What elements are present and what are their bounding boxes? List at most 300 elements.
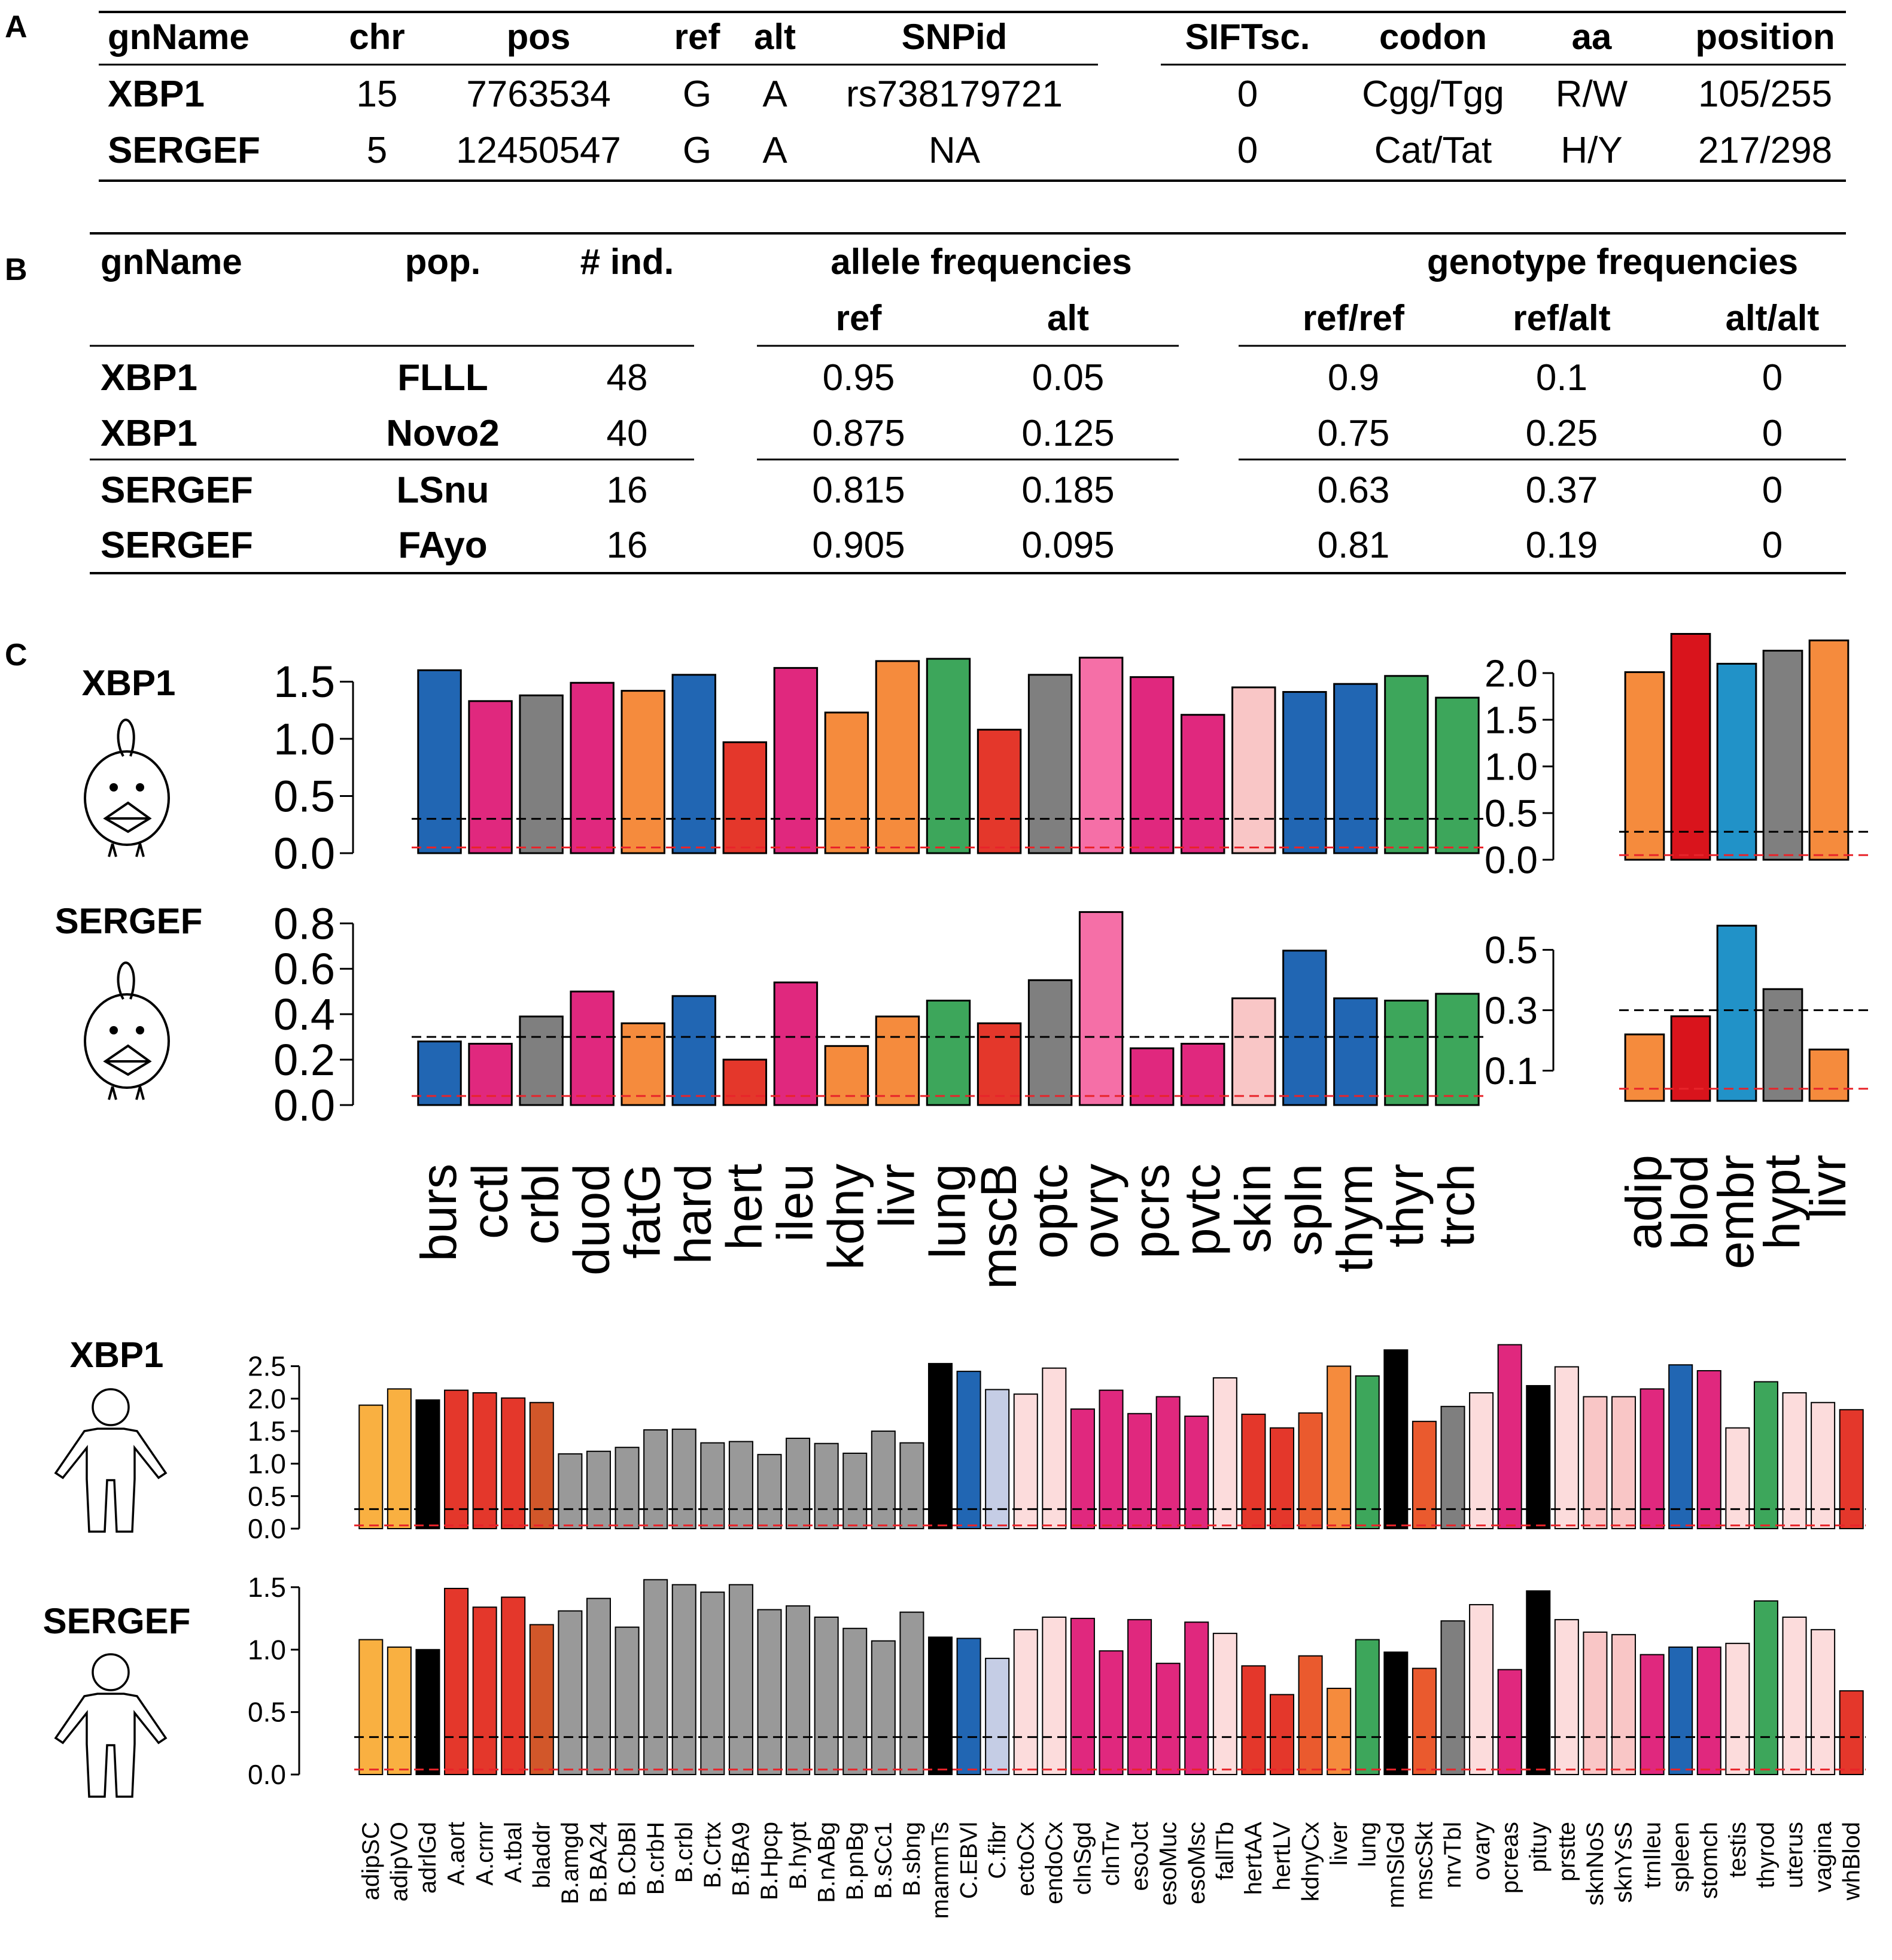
table-a-header: pos xyxy=(506,17,571,57)
category-label-clnSgd: clnSgd xyxy=(1069,1822,1096,1895)
table-b-cell: XBP1 xyxy=(101,413,197,454)
table-a-cell: Cgg/Tgg xyxy=(1362,74,1504,115)
bar-skin xyxy=(1233,999,1275,1105)
bar-B.Crtx xyxy=(701,1592,724,1775)
bar-crbl xyxy=(520,695,562,853)
table-b-cell: 0.25 xyxy=(1525,413,1598,454)
bar-nrvTbl xyxy=(1441,1621,1465,1775)
category-label-bladdr: bladdr xyxy=(528,1822,555,1889)
y-tick-label: 1.5 xyxy=(248,1571,286,1603)
bar-liver xyxy=(1327,1366,1350,1529)
bar-hert xyxy=(723,1060,766,1105)
category-label-endoCx: endoCx xyxy=(1041,1822,1068,1904)
bar-liver xyxy=(1327,1688,1350,1775)
bar-stomch xyxy=(1698,1647,1721,1775)
bar-adip xyxy=(1625,1034,1664,1101)
category-label-B.Crtx: B.Crtx xyxy=(699,1822,726,1889)
bar-testis xyxy=(1726,1644,1749,1775)
y-tick-label: 0.2 xyxy=(273,1034,335,1085)
bar-B.amgd xyxy=(558,1611,582,1775)
bar-B.sCc1 xyxy=(872,1431,895,1529)
category-label-B.pnBg: B.pnBg xyxy=(841,1822,868,1901)
table-a-cell: SERGEF xyxy=(108,130,260,171)
bar-lung xyxy=(927,1000,969,1105)
y-tick-label: 2.0 xyxy=(248,1383,286,1414)
y-tick-label: 0.5 xyxy=(1485,792,1538,835)
bar-mammTs xyxy=(929,1364,952,1529)
human-xbp1-gene-label: XBP1 xyxy=(69,1335,164,1375)
bar-C.EBVl xyxy=(957,1371,981,1529)
bar-endoCx xyxy=(1042,1617,1066,1775)
bar-hertAA xyxy=(1242,1666,1265,1775)
table-b-cell: 0 xyxy=(1762,470,1783,511)
bar-B.Hpcp xyxy=(758,1609,781,1775)
table-b-cell: 0.95 xyxy=(822,357,895,398)
category-label-spln: spln xyxy=(1276,1164,1333,1256)
chart-chicken-xbp1 xyxy=(273,657,1489,878)
bar-B.pnBg xyxy=(843,1453,866,1529)
bar-prstte xyxy=(1555,1367,1578,1529)
bar-burs xyxy=(418,670,461,853)
category-label-mnSlGd: mnSlGd xyxy=(1383,1822,1410,1909)
bar-B.sbng xyxy=(900,1443,923,1529)
human-body xyxy=(56,1429,166,1532)
bar-B.sCc1 xyxy=(872,1641,895,1775)
table-b-cell: 0.1 xyxy=(1535,357,1588,398)
bar-livr xyxy=(876,1016,918,1105)
category-label-skin: skin xyxy=(1225,1164,1282,1253)
bar-B.sbng xyxy=(900,1612,923,1775)
bar-C.fibr xyxy=(985,1390,1009,1529)
table-b-group-genotype: genotype frequencies xyxy=(1426,242,1799,282)
category-label-adipVO: adipVO xyxy=(386,1822,413,1902)
category-label-pcrs: pcrs xyxy=(1123,1164,1179,1259)
category-label-clnTrv: clnTrv xyxy=(1098,1822,1125,1886)
bar-clnTrv xyxy=(1099,1651,1123,1775)
bar-fallTb xyxy=(1213,1633,1237,1775)
bar-mscB xyxy=(978,1023,1020,1105)
y-tick-label: 0.5 xyxy=(248,1696,286,1728)
human-head xyxy=(93,1389,129,1425)
bar-B.pnBg xyxy=(843,1629,866,1775)
y-tick-label: 0.3 xyxy=(1485,988,1538,1032)
table-b-cell: LSnu xyxy=(396,470,489,511)
bar-B.CbBl xyxy=(616,1627,639,1775)
category-label-trch: trch xyxy=(1428,1164,1485,1248)
table-b-cell: 0.905 xyxy=(812,525,905,566)
bar-esoJct xyxy=(1128,1620,1151,1775)
table-a-cell: 15 xyxy=(356,74,398,115)
category-label-adipSC: adipSC xyxy=(357,1822,384,1901)
y-tick-label: 0.0 xyxy=(273,1080,335,1130)
table-b-cell: 0.19 xyxy=(1525,525,1598,566)
bar-C.EBVl xyxy=(957,1638,981,1775)
category-label-thym: thym xyxy=(1327,1164,1383,1273)
panel-label-a: A xyxy=(5,10,28,44)
chicken-xbp1-gene-label: XBP1 xyxy=(81,663,176,703)
bar-fatG xyxy=(622,1023,664,1105)
table-a-cell: XBP1 xyxy=(108,74,205,115)
bar-B.Crtx xyxy=(701,1443,724,1529)
chicken-icon xyxy=(85,963,169,1100)
y-tick-label: 0.0 xyxy=(248,1759,286,1791)
category-label-nrvTbl: nrvTbl xyxy=(1440,1822,1467,1889)
human-body xyxy=(56,1694,166,1797)
category-label-duod: duod xyxy=(563,1164,620,1276)
bar-lung xyxy=(927,659,969,853)
bar-ectoCx xyxy=(1014,1630,1038,1775)
category-label-B.CbBl: B.CbBl xyxy=(614,1822,641,1897)
bar-endoCx xyxy=(1042,1368,1066,1529)
bar-hypt xyxy=(1763,989,1802,1101)
bar-sknNoS xyxy=(1583,1632,1607,1775)
bar-crbl xyxy=(520,1016,562,1105)
bar-pcrs xyxy=(1130,677,1173,853)
bar-A.aort xyxy=(445,1390,468,1529)
bar-adipSC xyxy=(359,1405,382,1529)
category-label-B.crbl: B.crbl xyxy=(671,1822,698,1883)
chicken-sergef-gene-label: SERGEF xyxy=(54,901,203,941)
bar-ileu xyxy=(774,668,817,853)
category-label-thyr: thyr xyxy=(1377,1164,1434,1248)
bar-hypt xyxy=(1763,651,1802,860)
category-label-spleen: spleen xyxy=(1667,1822,1694,1892)
bar-thyrod xyxy=(1754,1382,1778,1529)
bar-mammTs xyxy=(929,1637,952,1775)
category-label-C.fibr: C.fibr xyxy=(984,1822,1011,1879)
bar-mnSlGd xyxy=(1384,1652,1407,1775)
table-a-cell: A xyxy=(762,130,787,171)
table-b-cell: 16 xyxy=(606,525,648,566)
table-b-cell: 0.9 xyxy=(1327,357,1380,398)
category-label-hypt: hypt xyxy=(1754,1155,1811,1250)
bar-mscB xyxy=(978,730,1020,853)
table-a-cell: R/W xyxy=(1555,74,1628,115)
y-tick-label: 0.0 xyxy=(1485,838,1538,882)
table-b-cell: 0.185 xyxy=(1021,470,1115,511)
bar-hard xyxy=(673,996,715,1105)
y-tick-label: 1.5 xyxy=(248,1416,286,1447)
category-label-vagina: vagina xyxy=(1809,1822,1836,1892)
table-a-cell: rs738179721 xyxy=(846,74,1063,115)
table-a-header: gnName xyxy=(108,17,250,57)
chart-human-xbp1 xyxy=(248,1345,1866,1544)
bar-thym xyxy=(1334,684,1377,853)
category-label-B.BA24: B.BA24 xyxy=(585,1822,612,1903)
category-label-adrlGd: adrlGd xyxy=(415,1822,442,1894)
category-label-liver: liver xyxy=(1325,1822,1352,1866)
bar-B.Hpcp xyxy=(758,1454,781,1529)
bar-embr xyxy=(1717,926,1756,1101)
chicken-eye xyxy=(109,1026,118,1034)
bar-adipSC xyxy=(359,1640,382,1775)
category-label-hertLV: hertLV xyxy=(1269,1822,1295,1891)
category-label-whBlod: whBlod xyxy=(1838,1822,1865,1901)
bar-spln xyxy=(1283,692,1326,853)
bar-B.amgd xyxy=(558,1454,582,1529)
chart-chicken-sergef xyxy=(273,899,1489,1289)
bar-thym xyxy=(1334,999,1377,1105)
bar-lung xyxy=(1356,1376,1379,1529)
table-b-cell: 16 xyxy=(606,470,648,511)
category-label-stomch: stomch xyxy=(1696,1822,1723,1899)
table-b-header: ref xyxy=(835,298,882,338)
bar-clnSgd xyxy=(1071,1618,1094,1775)
category-label-B.fBA9: B.fBA9 xyxy=(728,1822,755,1897)
bar-kdnyCx xyxy=(1299,1413,1322,1529)
table-b-cell: Novo2 xyxy=(386,413,500,454)
table-b-cell: 0 xyxy=(1762,525,1783,566)
category-label-fatG: fatG xyxy=(614,1164,671,1259)
bar-spleen xyxy=(1669,1647,1692,1775)
bar-clnTrv xyxy=(1099,1390,1123,1529)
category-label-pvtc: pvtc xyxy=(1173,1163,1230,1256)
category-label-trnIleu: trnIleu xyxy=(1639,1822,1666,1889)
panel-label-b: B xyxy=(5,252,28,287)
table-a-cell: 7763534 xyxy=(466,74,611,115)
bar-kdnyCx xyxy=(1299,1656,1322,1775)
category-label-lung: lung xyxy=(1354,1822,1381,1867)
chicken-eye xyxy=(136,1026,144,1034)
category-label-A.tbal: A.tbal xyxy=(500,1822,527,1883)
y-tick-label: 1.0 xyxy=(1485,745,1538,789)
category-label-ileu: ileu xyxy=(766,1164,823,1242)
y-tick-label: 0.5 xyxy=(1485,928,1538,972)
bar-B.BA24 xyxy=(587,1599,610,1775)
bar-thyr xyxy=(1385,676,1428,853)
category-label-B.amgd: B.amgd xyxy=(557,1822,584,1904)
bar-pituy xyxy=(1526,1386,1550,1529)
category-label-esoMuc: esoMuc xyxy=(1155,1822,1182,1906)
chart-chicken-xbp1-extra xyxy=(1485,634,1870,881)
bar-B.fBA9 xyxy=(729,1585,753,1775)
y-tick-label: 0.5 xyxy=(273,771,335,821)
table-b-cell: SERGEF xyxy=(101,470,253,511)
bar-B.hypt xyxy=(786,1438,810,1529)
table-a-cell: 105/255 xyxy=(1698,74,1833,115)
bar-trnIleu xyxy=(1641,1655,1664,1775)
bar-pvtc xyxy=(1182,715,1224,853)
bar-B.hypt xyxy=(786,1606,810,1775)
table-b-header: alt/alt xyxy=(1725,298,1820,338)
bar-uterus xyxy=(1783,1617,1806,1775)
category-label-adip: adip xyxy=(1616,1155,1672,1250)
table-b-header: alt xyxy=(1047,298,1090,338)
chicken-eye xyxy=(136,783,144,792)
y-tick-label: 0.8 xyxy=(273,899,335,949)
table-b-cell: 0.095 xyxy=(1021,525,1115,566)
bar-thyr xyxy=(1385,1000,1428,1105)
category-label-B.sCc1: B.sCc1 xyxy=(870,1822,897,1899)
bar-optc xyxy=(1029,980,1071,1105)
category-label-ovary: ovary xyxy=(1468,1822,1495,1880)
bar-whBlod xyxy=(1840,1410,1863,1529)
y-tick-label: 0.6 xyxy=(273,944,335,994)
table-a-cell: 5 xyxy=(366,130,388,171)
bar-trch xyxy=(1436,698,1479,853)
category-label-hard: hard xyxy=(665,1164,722,1265)
bar-B.crbl xyxy=(673,1429,696,1529)
panel-label-c: C xyxy=(5,638,28,672)
table-b-cell: 0.37 xyxy=(1525,470,1598,511)
human-head xyxy=(93,1654,129,1690)
y-tick-label: 1.0 xyxy=(248,1634,286,1666)
category-label-embr: embr xyxy=(1708,1155,1765,1270)
bar-blod xyxy=(1671,1016,1710,1101)
y-tick-label: 0.5 xyxy=(248,1480,286,1512)
bar-hert xyxy=(723,742,766,853)
bar-A.aort xyxy=(445,1588,468,1775)
bar-esoMsc xyxy=(1185,1416,1208,1529)
table-b-group-allele: allele frequencies xyxy=(831,242,1132,282)
category-label-C.EBVl: C.EBVl xyxy=(956,1822,982,1899)
table-a-header: alt xyxy=(753,17,796,57)
category-label-blod: blod xyxy=(1662,1155,1718,1250)
bar-burs xyxy=(418,1042,461,1105)
category-label-B.Hpcp: B.Hpcp xyxy=(756,1822,783,1901)
table-a-header: ref xyxy=(674,17,720,57)
bar-nrvTbl xyxy=(1441,1407,1465,1529)
bar-A.crnr xyxy=(473,1607,497,1775)
category-label-B.nABg: B.nABg xyxy=(813,1822,840,1903)
bar-livr xyxy=(1809,640,1848,860)
bar-adrlGd xyxy=(416,1649,439,1775)
bar-bladdr xyxy=(530,1625,553,1775)
bar-duod xyxy=(571,991,613,1105)
y-tick-label: 0.4 xyxy=(273,990,335,1040)
table-b-cell: 0 xyxy=(1762,413,1783,454)
chart-human-sergef xyxy=(248,1572,1866,1919)
bar-hertLV xyxy=(1270,1428,1294,1529)
bar-ovry xyxy=(1079,912,1122,1105)
table-b-cell: 0.875 xyxy=(812,413,905,454)
category-label-sknYsS: sknYsS xyxy=(1610,1822,1637,1903)
category-label-ovry: ovry xyxy=(1072,1164,1128,1259)
bar-esoMsc xyxy=(1185,1622,1208,1775)
bar-ovry xyxy=(1079,658,1122,853)
table-a-header: chr xyxy=(349,17,405,57)
table-a-cell: G xyxy=(682,130,712,171)
category-label-esoMsc: esoMsc xyxy=(1183,1822,1210,1904)
bar-livr xyxy=(1809,1049,1848,1101)
category-label-cctl: cctl xyxy=(461,1164,518,1239)
category-label-B.sbng: B.sbng xyxy=(899,1822,926,1897)
bar-testis xyxy=(1726,1428,1749,1529)
bar-mscSkt xyxy=(1413,1422,1436,1529)
table-b-cell: 0.75 xyxy=(1317,413,1390,454)
category-label-burs: burs xyxy=(410,1164,467,1262)
chart-chicken-sergef-extra xyxy=(1485,926,1870,1269)
table-b-cell: 0.63 xyxy=(1317,470,1390,511)
bar-ileu xyxy=(774,982,817,1105)
category-label-kdnyCx: kdnyCx xyxy=(1297,1822,1324,1902)
bar-whBlod xyxy=(1840,1691,1863,1775)
chicken-eye xyxy=(109,783,118,792)
table-a-cell: A xyxy=(762,74,787,115)
table-b-cell: FLLL xyxy=(397,357,488,398)
human-sergef-gene-label: SERGEF xyxy=(42,1601,191,1641)
category-label-livr: livr xyxy=(1800,1155,1857,1219)
bar-vagina xyxy=(1811,1630,1835,1775)
table-a-header: position xyxy=(1695,17,1835,57)
table-b-cell: 0.05 xyxy=(1032,357,1105,398)
bar-B.crbH xyxy=(644,1430,667,1529)
bar-sknYsS xyxy=(1612,1635,1635,1775)
table-a-cell: 0 xyxy=(1237,130,1258,171)
category-label-A.aort: A.aort xyxy=(443,1822,470,1886)
category-label-A.crnr: A.crnr xyxy=(472,1822,498,1886)
table-a-cell: Cat/Tat xyxy=(1374,130,1492,171)
category-label-fallTb: fallTb xyxy=(1212,1822,1239,1880)
category-label-livr: livr xyxy=(868,1164,925,1228)
table-b-header: pop. xyxy=(404,242,481,282)
bar-fatG xyxy=(622,691,664,853)
bar-B.nABg xyxy=(815,1617,838,1775)
bar-spleen xyxy=(1669,1365,1692,1529)
table-b-cell: FAyo xyxy=(398,525,488,566)
table-b-cell: 0 xyxy=(1762,357,1783,398)
bar-spln xyxy=(1283,951,1326,1105)
table-a-header: aa xyxy=(1571,17,1612,57)
category-label-pituy: pituy xyxy=(1525,1822,1552,1873)
bar-mnSlGd xyxy=(1384,1350,1407,1529)
human-icon xyxy=(56,1654,166,1797)
table-a-cell: NA xyxy=(928,130,981,171)
y-tick-label: 0.1 xyxy=(1485,1049,1538,1092)
bar-adipVO xyxy=(388,1647,411,1775)
table-a-cell: H/Y xyxy=(1561,130,1623,171)
table-b-header: ref/alt xyxy=(1513,298,1611,338)
category-label-pcreas: pcreas xyxy=(1496,1822,1523,1894)
bar-ovary xyxy=(1470,1605,1493,1775)
table-a-header: codon xyxy=(1379,17,1487,57)
bar-pcreas xyxy=(1498,1670,1522,1775)
category-label-sknNoS: sknNoS xyxy=(1582,1822,1609,1906)
category-label-hert: hert xyxy=(716,1164,772,1250)
category-label-mscSkt: mscSkt xyxy=(1411,1822,1438,1901)
category-label-uterus: uterus xyxy=(1781,1822,1808,1889)
table-b-cell: 0.815 xyxy=(812,470,905,511)
table-a-cell: 12450547 xyxy=(456,130,621,171)
bar-A.tbal xyxy=(501,1597,525,1775)
table-a-header: SNPid xyxy=(901,17,1008,57)
bar-optc xyxy=(1029,675,1071,853)
y-tick-label: 2.0 xyxy=(1485,652,1538,695)
bar-clnSgd xyxy=(1071,1409,1094,1529)
human-icon xyxy=(56,1389,166,1532)
table-b-cell: 0.125 xyxy=(1021,413,1115,454)
table-a-cell: 0 xyxy=(1237,74,1258,115)
category-label-optc: optc xyxy=(1021,1164,1078,1259)
category-label-lung: lung xyxy=(919,1164,976,1259)
category-label-mscB: mscB xyxy=(970,1164,1027,1289)
table-a-cell: 217/298 xyxy=(1698,130,1833,171)
bar-pvtc xyxy=(1182,1044,1224,1105)
y-tick-label: 1.0 xyxy=(273,714,335,764)
table-a-header: SIFTsc. xyxy=(1185,17,1310,57)
bar-B.CbBl xyxy=(616,1447,639,1529)
bar-blod xyxy=(1671,634,1710,860)
bar-fallTb xyxy=(1213,1378,1237,1529)
category-label-testis: testis xyxy=(1724,1822,1751,1878)
table-b-cell: 40 xyxy=(606,413,648,454)
bar-livr xyxy=(876,661,918,853)
category-label-B.hypt: B.hypt xyxy=(784,1822,811,1890)
table-b-cell: 48 xyxy=(606,357,648,398)
bar-adipVO xyxy=(388,1389,411,1529)
y-tick-label: 2.5 xyxy=(248,1350,286,1382)
bar-stomch xyxy=(1698,1371,1721,1529)
